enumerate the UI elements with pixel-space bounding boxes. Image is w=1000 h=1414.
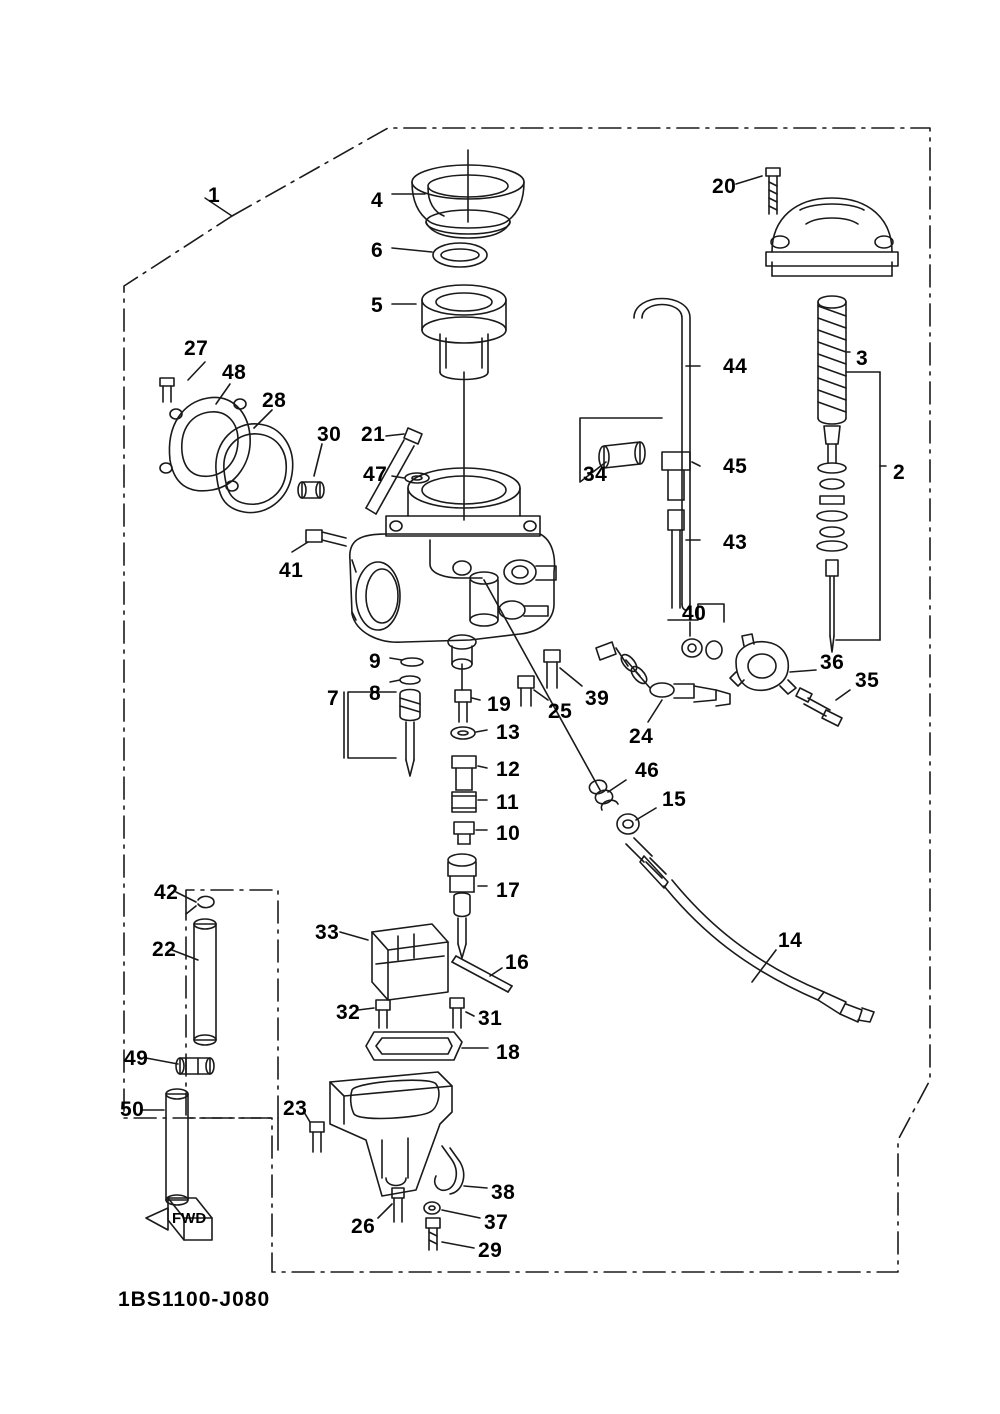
callout-48: 48	[222, 361, 247, 384]
part-22-hose	[194, 919, 216, 1045]
part-33-starter-plunger	[372, 924, 448, 1000]
callout-26: 26	[351, 1215, 376, 1238]
callout-35: 35	[855, 669, 880, 692]
callout-29: 29	[478, 1239, 503, 1262]
callout-12: 12	[496, 758, 521, 781]
part-17-washer-needle	[448, 854, 476, 958]
callout-24: 24	[629, 725, 654, 748]
callout-47: 47	[363, 463, 388, 486]
callout-16: 16	[505, 951, 530, 974]
part-2-jet-needle-set	[817, 372, 880, 652]
callout-6: 6	[371, 239, 384, 262]
callout-46: 46	[635, 759, 660, 782]
callout-38: 38	[491, 1181, 516, 1204]
callout-37: 37	[484, 1211, 509, 1234]
part-8-oring	[400, 676, 420, 684]
leader-37	[442, 1210, 480, 1218]
callout-2: 2	[893, 461, 906, 484]
part-50-hose	[166, 1089, 188, 1205]
part-6-oring	[433, 243, 487, 267]
callout-30: 30	[317, 423, 342, 446]
part-39-screw	[544, 650, 560, 688]
part-31-screw	[450, 998, 464, 1028]
leader-15	[636, 808, 656, 820]
part-5-vacuum-piston	[422, 285, 506, 380]
callout-50: 50	[120, 1098, 145, 1121]
part-9-washer	[401, 658, 423, 666]
part-30-washer	[298, 482, 324, 498]
part-29-screw	[426, 1218, 440, 1250]
leader-46	[608, 780, 626, 792]
callout-33: 33	[315, 921, 340, 944]
leader-13	[476, 730, 487, 732]
callout-43: 43	[723, 531, 748, 554]
callout-42: 42	[154, 881, 179, 904]
part-10-main-jet	[454, 822, 474, 844]
part-12-needle-jet	[452, 756, 476, 790]
callout-21: 21	[361, 423, 386, 446]
part-46-spring	[589, 780, 618, 810]
callout-27: 27	[184, 337, 209, 360]
leader-38	[464, 1186, 487, 1188]
leader-24	[648, 700, 662, 722]
part-41-screw	[306, 530, 346, 546]
part-45-fitting	[662, 452, 690, 500]
leader-47	[392, 476, 404, 478]
part-3-spring	[818, 296, 846, 424]
leader-16	[490, 968, 502, 976]
part-7-pilot-screw	[348, 690, 420, 777]
leader-30	[314, 444, 322, 476]
leader-26	[378, 1204, 392, 1218]
callout-18: 18	[496, 1041, 521, 1064]
leader-20	[736, 176, 762, 184]
callout-41: 41	[279, 559, 304, 582]
leader-29	[442, 1242, 474, 1248]
callout-44: 44	[723, 355, 748, 378]
part-24-spring-plunger	[596, 642, 730, 706]
callout-9: 9	[369, 650, 382, 673]
part-37-washer	[424, 1202, 440, 1214]
part-32-screw	[376, 1000, 390, 1028]
callout-49: 49	[124, 1047, 149, 1070]
leader-39	[560, 668, 582, 686]
callout-15: 15	[662, 788, 687, 811]
leader-36	[790, 670, 816, 672]
part-20-screw	[766, 168, 780, 214]
carburetor-body	[350, 468, 556, 669]
callout-11: 11	[496, 791, 520, 814]
callout-3: 3	[856, 347, 869, 370]
callout-28: 28	[262, 389, 287, 412]
callout-31: 31	[478, 1007, 503, 1030]
callout-34: 34	[583, 463, 608, 486]
leader-19	[472, 698, 480, 700]
callout-22: 22	[152, 938, 177, 961]
part-47-washer	[405, 473, 429, 483]
leader-33	[340, 932, 368, 940]
callout-14: 14	[778, 929, 803, 952]
part-13-washer	[451, 727, 475, 739]
part-38-clip	[435, 1146, 464, 1194]
callout-17: 17	[496, 879, 521, 902]
part-16-pin	[452, 956, 512, 992]
callout-13: 13	[496, 721, 521, 744]
part-35-screws	[796, 688, 842, 726]
callout-39: 39	[585, 687, 610, 710]
float-chamber	[330, 1072, 452, 1196]
callout-25: 25	[548, 700, 573, 723]
part-11-holder	[452, 792, 476, 812]
leader-41	[292, 542, 308, 552]
part-15-cable-adjuster	[617, 814, 668, 888]
part-36-solenoid	[730, 634, 796, 694]
callout-40: 40	[682, 602, 707, 625]
part-top-cover	[766, 198, 898, 276]
callout-10: 10	[496, 822, 521, 845]
part-27-screw	[160, 378, 174, 402]
callout-19: 19	[487, 693, 512, 716]
leader-6	[392, 248, 432, 252]
callout-45: 45	[723, 455, 748, 478]
part-19-jet	[455, 690, 471, 722]
leader-9	[390, 658, 402, 660]
callout-5: 5	[371, 294, 384, 317]
leader-27	[188, 362, 205, 380]
leader-35	[836, 690, 850, 700]
part-18-gasket	[366, 1032, 462, 1060]
callout-4: 4	[371, 189, 384, 212]
part-14-throttle-cable	[664, 880, 874, 1022]
callout-1: 1	[208, 184, 221, 207]
callout-20: 20	[712, 175, 737, 198]
leader-49	[146, 1058, 178, 1064]
leader-31	[466, 1012, 474, 1016]
part-49-joint	[176, 1058, 214, 1074]
part-27-48-insulator	[160, 397, 250, 491]
callout-36: 36	[820, 651, 845, 674]
part-23-screw	[310, 1122, 324, 1152]
callout-8: 8	[369, 682, 382, 705]
leader-45	[692, 462, 700, 466]
callout-32: 32	[336, 1001, 361, 1024]
leader-32	[358, 1008, 374, 1010]
callout-7: 7	[327, 687, 340, 710]
leader-12	[478, 766, 487, 768]
leader-8	[390, 680, 400, 682]
diagram-part-code: 1BS1100-J080	[118, 1288, 271, 1311]
leader-48	[216, 384, 230, 404]
leader-21	[386, 434, 404, 436]
fwd-label: FWD	[172, 1210, 207, 1227]
callout-23: 23	[283, 1097, 308, 1120]
part-25-screw	[518, 676, 534, 706]
